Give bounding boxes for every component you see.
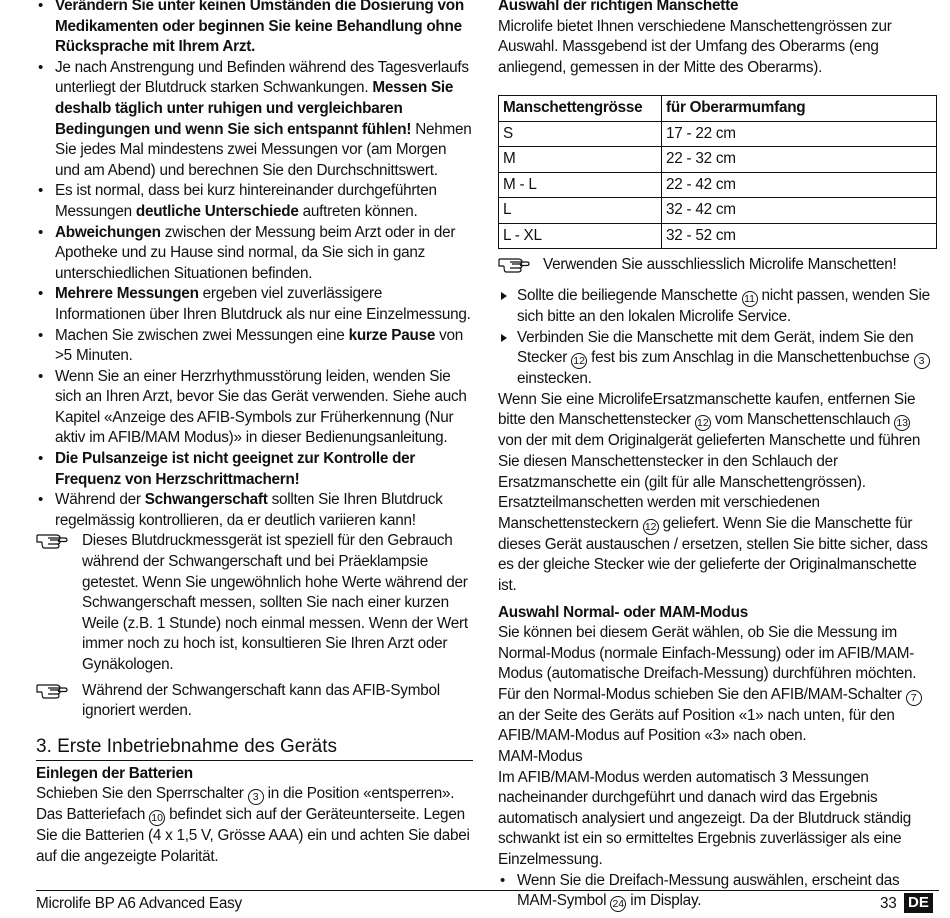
ref-number-badge: 10 xyxy=(149,810,165,826)
pointing-hand-icon xyxy=(498,253,532,273)
table-header-row xyxy=(499,96,937,122)
list-item: • Wenn Sie an einer Herzrhythmusstörung leiden, wenden Sie sich an Ihren Arzt, bevor Sie das Gerät verwenden. Siehe auch Kapitel «Anzeige des AFIB-Symbols zur Früherkennung (Nur aktiv im AFIB/MAM Modus)» in dieser Bedienungsanleitung. xyxy=(36,367,473,449)
cuff-step-list xyxy=(498,286,938,390)
note-text: Während der Schwangerschaft kann das AFIB-Symbol ignoriert werden. xyxy=(82,681,440,720)
list-item: • Wenn Sie die Dreifach-Messung auswählen, erscheint das MAM-Symbol 24 im Display. xyxy=(498,871,938,913)
ref-number-badge: 12 xyxy=(695,415,711,431)
mam-paragraph: Im AFIB/MAM-Modus werden automatisch 3 Messungen nacheinander durchgeführt und danach wird das Ergebnis automatisch analysiert und angezeigt. Da der Blutdruck ständig schwankt ist ein so ermitteltes Ergebnis zuverlässiger als eine Einzelmessung. xyxy=(498,768,912,869)
list-item: • Machen Sie zwischen zwei Messungen eine kurze Pause von >5 Minuten. xyxy=(36,326,473,367)
list-item: Verbinden Sie die Manschette mit dem Gerät, indem Sie den Stecker 12 fest bis zum Anschlag in die Manschettenbuchse 3 einstecken. xyxy=(498,328,938,390)
table-row: L - XL 32 - 52 cm xyxy=(499,223,937,249)
cuff-size-table xyxy=(498,95,937,249)
spare-cuff-paragraph: Ersatzteilmanschetten werden mit verschiedenen Manschettensteckern 12 geliefert. Wenn Sie die Manschette für dieses Gerät austauschen / ersetzen, stellen Sie bitte sicher, dass es der gleiche Stecker wie der gelieferte der Originalmanschette ist. xyxy=(498,494,928,594)
table-row: M 22 - 32 cm xyxy=(499,147,937,173)
ref-number-badge: 3 xyxy=(248,789,264,805)
note-text: Dieses Blutdruckmessgerät ist speziell für den Gebrauch während der Schwangerschaft und bei Präeklampsie getestet. Wenn Sie ungewöhnlich hohe Werte während der Schwangerschaft messen, sollten Sie nach einer kurzen Weile (z.B. 1 Stunde) noch einmal messen. Wenn der Wert immer noch zu hoch ist, konsultieren Sie Ihren Arzt oder Gynäkologen. xyxy=(82,532,468,673)
afib-note xyxy=(36,681,473,722)
ref-number-badge: 12 xyxy=(643,519,659,535)
mam-label: MAM-Modus xyxy=(498,748,583,766)
replacement-cuff-paragraph: Wenn Sie eine MicrolifeErsatzmanschette kaufen, entfernen Sie bitte den Manschettenstecker 12 vom Manschettenschlauch 13 von der mit dem Originalgerät gelieferten Manschette und führen Sie diesen Manschettenstecker in den Schlauch der Ersatzmanschette ein (gilt für alle Manschettengrössen). xyxy=(498,390,921,491)
note-text: Verwenden Sie ausschliesslich Microlife Manschetten! xyxy=(543,256,897,274)
right-column xyxy=(498,0,938,912)
pointing-hand-icon xyxy=(36,679,70,699)
list-item: Sollte die beiliegende Manschette 11 nicht passen, wenden Sie sich bitte an den lokalen Microlife Service. xyxy=(498,286,938,328)
table-header: für Oberarmumfang xyxy=(662,96,937,122)
table-header: Manschettengrösse xyxy=(499,96,662,122)
cuff-note xyxy=(498,255,938,276)
ref-number-badge: 12 xyxy=(571,353,587,369)
table-row: S 17 - 22 cm xyxy=(499,121,937,147)
list-item: • Verändern Sie unter keinen Umständen die Dosierung von Medikamenten oder beginnen Sie keine Behandlung ohne Rücksprache mit Ihrem Arzt. xyxy=(36,0,473,58)
language-badge: DE xyxy=(904,893,933,913)
advice-bullet-list xyxy=(36,0,473,531)
table-row: M - L 22 - 42 cm xyxy=(499,172,937,198)
pointing-hand-icon xyxy=(36,529,70,549)
ref-number-badge: 11 xyxy=(742,291,758,307)
footer-product-name: Microlife BP A6 Advanced Easy xyxy=(36,895,242,912)
left-column xyxy=(36,0,473,868)
cuff-heading: Auswahl der richtigen Manschette xyxy=(498,0,739,14)
section-title: 3. Erste Inbetriebnahme des Geräts xyxy=(36,736,473,761)
cuff-intro: Microlife bietet Ihnen verschiedene Manschettengrössen zur Auswahl. Massgebend ist der Umfang des Oberarms (eng anliegend, gemessen in der Mitte des Oberarms). xyxy=(498,17,892,76)
footer-divider xyxy=(36,890,939,891)
mam-bullet-list xyxy=(498,871,938,913)
ref-number-badge: 3 xyxy=(914,353,930,369)
mode-heading: Auswahl Normal- oder MAM-Modus xyxy=(498,603,749,621)
list-item: • Die Pulsanzeige ist nicht geeignet zur Kontrolle der Frequenz von Herzschrittmachern! xyxy=(36,449,473,490)
list-item: • Abweichungen zwischen der Messung beim Arzt oder in der Apotheke und zu Hause sind normal, da Sie sich in ganz unterschiedlichen Situationen befinden. xyxy=(36,223,473,285)
ref-number-badge: 13 xyxy=(894,415,910,431)
list-item: • Es ist normal, dass bei kurz hintereinander durchgeführten Messungen deutliche Unterschiede auftreten können. xyxy=(36,181,473,222)
battery-paragraph: Schieben Sie den Sperrschalter 3 in die Position «entsperren». Das Batteriefach 10 befindet sich auf der Geräteunterseite. Legen Sie die Batterien (4 x 1,5 V, Grösse AAA) ein und achten Sie dabei auf die angezeigte Polarität. xyxy=(36,785,470,865)
list-item: • Mehrere Messungen ergeben viel zuverlässigere Informationen über Ihren Blutdruck als nur eine Einzelmessung. xyxy=(36,284,473,325)
mode-paragraph: Sie können bei diesem Gerät wählen, ob Sie die Messung im Normal-Modus (normale Einfach-Messung) oder im AFIB/MAM-Modus (automatische Dreifach-Messung) durchführen möchten. Für den Normal-Modus schieben Sie den AFIB/MAM-Schalter 7 an der Seite des Geräts auf Position «1» nach unten, für den AFIB/MAM-Modus auf Position «3» nach oben. xyxy=(498,623,938,747)
ref-number-badge: 7 xyxy=(906,690,922,706)
list-item: • Je nach Anstrengung und Befinden während des Tagesverlaufs unterliegt der Blutdruck starken Schwankungen. Messen Sie deshalb täglich unter ruhigen und vergleichbaren Bedingungen und wenn Sie sich entspannt fühlen! Nehmen Sie jedes Mal mindestens zwei Messungen vor (am Morgen und am Abend) und berechnen Sie den Durchschnittswert. xyxy=(36,58,473,182)
table-row: L 32 - 42 cm xyxy=(499,198,937,224)
list-item: • Während der Schwangerschaft sollten Sie Ihren Blutdruck regelmässig kontrollieren, da er deutlich variieren kann! xyxy=(36,490,473,531)
page-number: 33 xyxy=(880,895,897,912)
ref-number-badge: 24 xyxy=(610,896,626,912)
pregnancy-note xyxy=(36,531,473,675)
battery-heading: Einlegen der Batterien xyxy=(36,764,193,782)
